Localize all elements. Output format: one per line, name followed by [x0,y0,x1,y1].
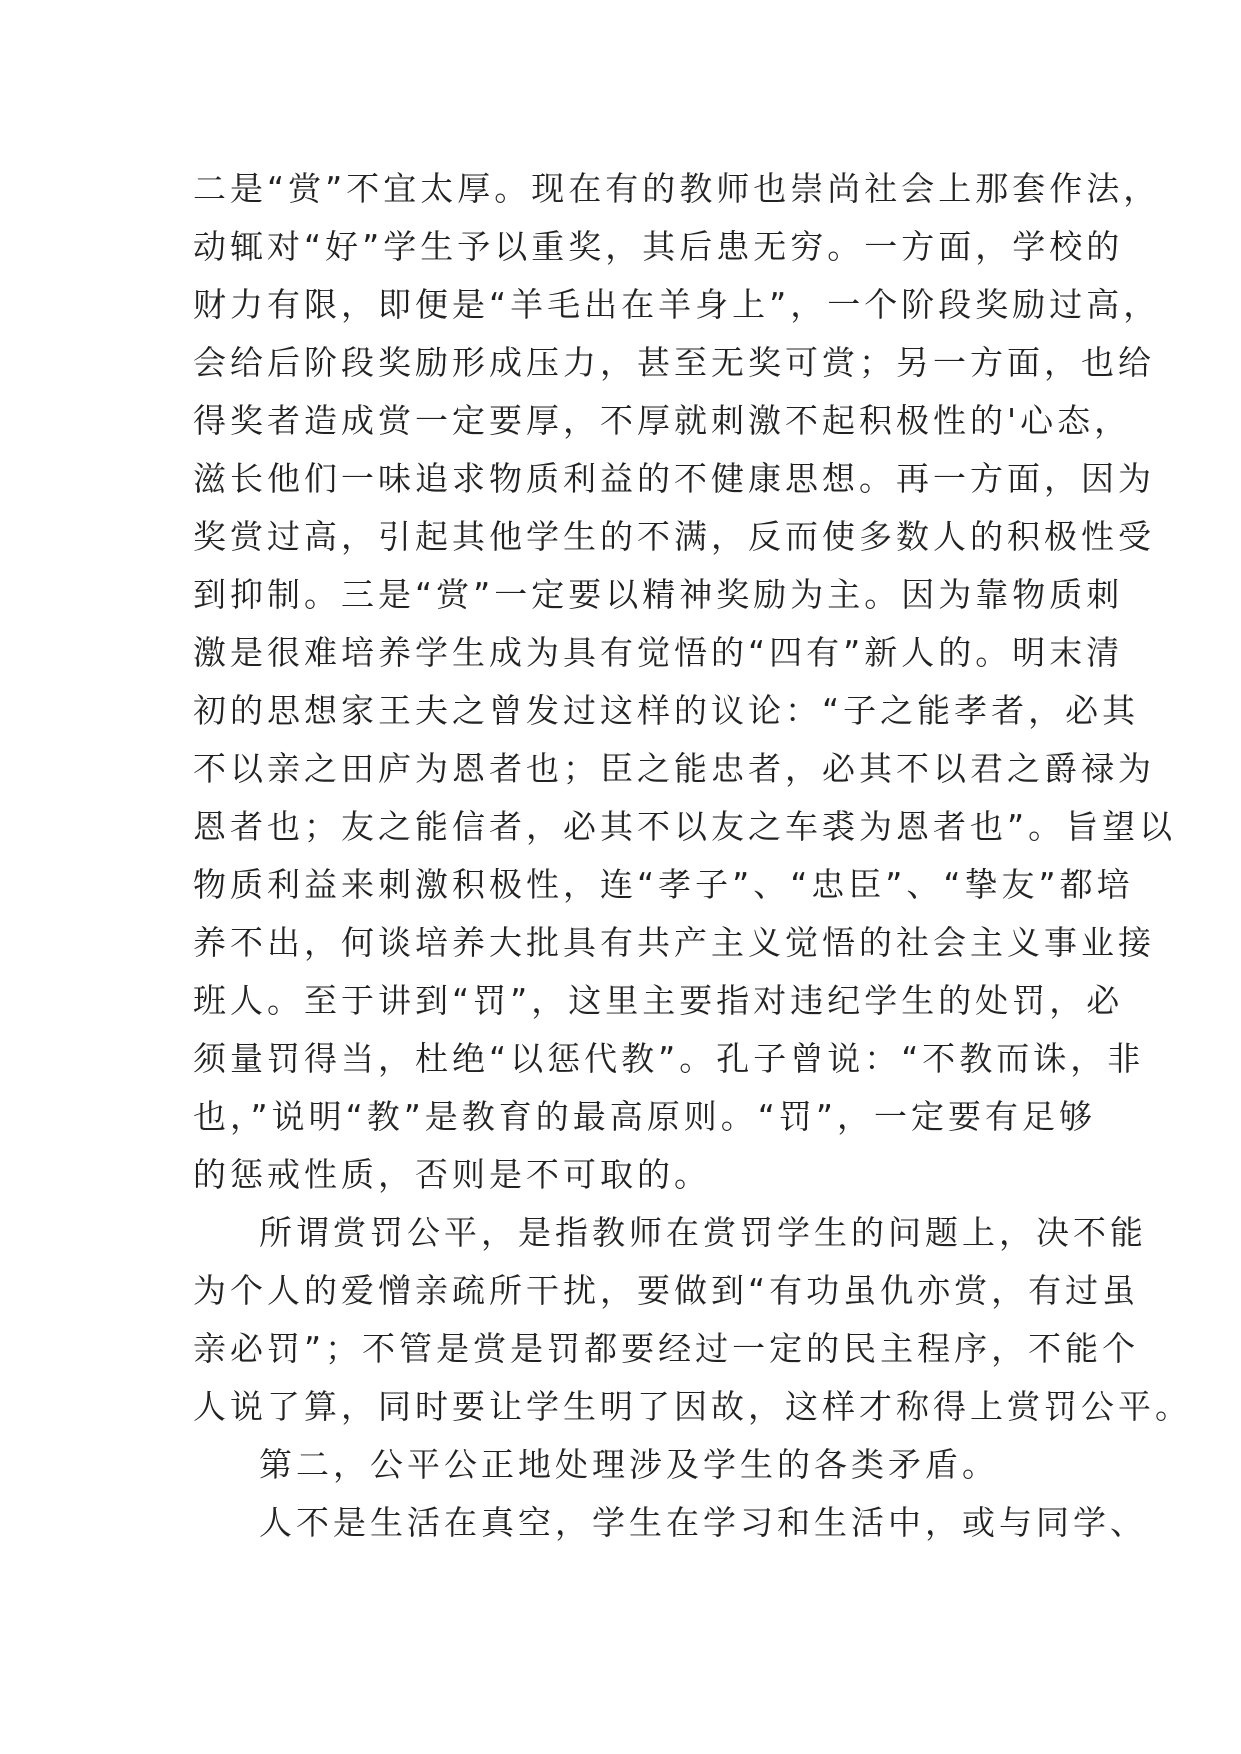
text-line: 亲必罚”；不管是赏是罚都要经过一定的民主程序，不能个 [193,1329,1140,1368]
text-line: 不以亲之田庐为恩者也；臣之能忠者，必其不以君之爵禄为 [193,749,1155,788]
text-line: 班人。至于讲到“罚”，这里主要指对违纪学生的处罚，必 [193,981,1124,1020]
text-line: 为个人的爱憎亲疏所干扰，要做到“有功虽仇亦赏，有过虽 [193,1271,1140,1310]
text-line: 二是“赏”不宜太厚。现在有的教师也崇尚社会上那套作法， [193,169,1161,208]
text-line: 人说了算，同时要让学生明了因故，这样才称得上赏罚公平。 [193,1387,1192,1426]
section-heading: 第二，公平公正地处理涉及学生的各类矛盾。 [259,1445,999,1484]
text-line: 的惩戒性质，否则是不可取的。 [193,1155,711,1194]
text-line: 初的思想家王夫之曾发过这样的议论：“子之能孝者，必其 [193,691,1140,730]
paragraph-start-line: 人不是生活在真空，学生在学习和生活中，或与同学、 [259,1503,1147,1542]
text-line: 滋长他们一味追求物质利益的不健康思想。再一方面，因为 [193,459,1155,498]
text-line: 到抑制。三是“赏”一定要以精神奖励为主。因为靠物质刺 [193,575,1124,614]
text-line: 奖赏过高，引起其他学生的不满，反而使多数人的积极性受 [193,517,1155,556]
text-line: 须量罚得当，杜绝“以惩代教”。孔子曾说：“不教而诛，非 [193,1039,1145,1078]
document-body [193,160,1192,1552]
text-line: 动辄对“好”学生予以重奖，其后患无穷。一方面，学校的 [193,227,1124,266]
text-line: 会给后阶段奖励形成压力，甚至无奖可赏；另一方面，也给 [193,343,1155,382]
paragraph-start-line: 所谓赏罚公平，是指教师在赏罚学生的问题上，决不能 [259,1213,1147,1252]
text-line: 激是很难培养学生成为具有觉悟的“四有”新人的。明末清 [193,633,1124,672]
text-line: 物质利益来刺激积极性，连“孝子”、“忠臣”、“挚友”都培 [193,865,1134,904]
text-line: 恩者也；友之能信者，必其不以友之车裘为恩者也”。旨望以 [193,807,1177,846]
text-line: 养不出，何谈培养大批具有共产主义觉悟的社会主义事业接 [193,923,1155,962]
text-line: 财力有限，即便是“羊毛出在羊身上”，一个阶段奖励过高， [193,285,1161,324]
text-line: 得奖者造成赏一定要厚，不厚就刺激不起积极性的'心态， [193,401,1132,440]
text-line: 也，”说明“教”是教育的最高原则。“罚”，一定要有足够 [193,1097,1096,1136]
